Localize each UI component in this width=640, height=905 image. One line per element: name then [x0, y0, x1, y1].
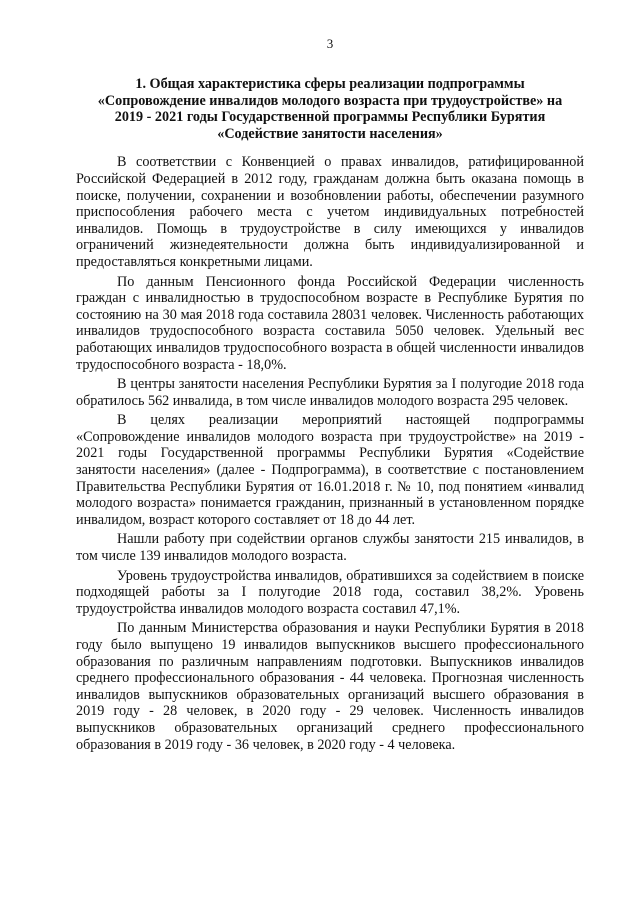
- paragraph-found-work: Нашли работу при содействии органов службы занятости 215 инвалидов, в том числе 139 инвалидов молодого возраста.: [76, 531, 584, 565]
- paragraph-convention: В соответствии с Конвенцией о правах инвалидов, ратифицированной Российской Федерацией в 2012 году, гражданам должна быть оказана помощь в поиске, получении, сохранении и возобновлении работы, обеспечении разумного приспособления рабочего места с учетом индивидуальных потребностей инвалидов. Помощь в трудоустройстве в силу имеющихся у инвалидов ограничений жизнедеятельности должна быть индивидуализированной и предоставляться конкретными лицами.: [76, 154, 584, 270]
- section-body: [76, 154, 584, 753]
- section-title-line: «Сопровождение инвалидов молодого возраста при трудоустройстве» на: [97, 92, 563, 109]
- section-title-line: «Содействие занятости населения»: [217, 125, 443, 142]
- paragraph-employment-centers: В центры занятости населения Республики Бурятия за I полугодие 2018 года обратилось 562 инвалида, в том числе инвалидов молодого возраста 295 человек.: [76, 376, 584, 409]
- section-title-line: 1. Общая характеристика сферы реализации подпрограммы: [135, 76, 525, 92]
- paragraph-pension-fund-data: По данным Пенсионного фонда Российской Федерации численность граждан с инвалидностью в трудоспособном возрасте в Республике Бурятия по состоянию на 30 мая 2018 года составила 28031 человек. Численность работающих инвалидов трудоспособного возраста составила 5050 человек. Удельный вес работающих инвалидов трудоспособного возраста в общей численности инвалидов трудоспособного возраста - 18,0%.: [76, 273, 584, 373]
- section-title-line: 2019 - 2021 годы Государственной программы Республики Бурятия: [114, 109, 546, 126]
- page-number: 3: [326, 36, 334, 51]
- paragraph-employment-level: Уровень трудоустройства инвалидов, обратившихся за содействием в поиске подходящей работы за I полугодие 2018 года, составил 38,2%. Уровень трудоустройства инвалидов молодого возраста составил 47,1%.: [76, 567, 584, 617]
- paragraph-education-ministry: По данным Министерства образования и науки Республики Бурятия в 2018 году было выпущено 19 инвалидов выпускников высшего профессионального образования по различным направлениям подготовки. Выпускников инвалидов среднего профессионального образования - 44 человека. Прогнозная численность инвалидов выпускников образовательных организаций высшего образования в 2019 году - 28 человек, в 2020 году - 29 человек. Численность инвалидов выпускников образовательных организаций среднего профессионального образования в 2019 году - 36 человек, в 2020 году - 4 человека.: [76, 620, 584, 753]
- section-title: [76, 76, 584, 142]
- paragraph-subprogram-definition: В целях реализации мероприятий настоящей подпрограммы «Сопровождение инвалидов молодого возраста при трудоустройстве» на 2019 - 2021 годы Государственной программы Республики Бурятия «Содействие занятости населения» (далее - Подпрограмма), в соответствие с постановлением Правительства Республики Бурятия от 16.01.2018 г. № 10, под понятием «инвалид молодого возраста» понимается гражданин, признанный в установленном порядке инвалидом, возраст которого составляет от 18 до 44 лет.: [76, 412, 584, 528]
